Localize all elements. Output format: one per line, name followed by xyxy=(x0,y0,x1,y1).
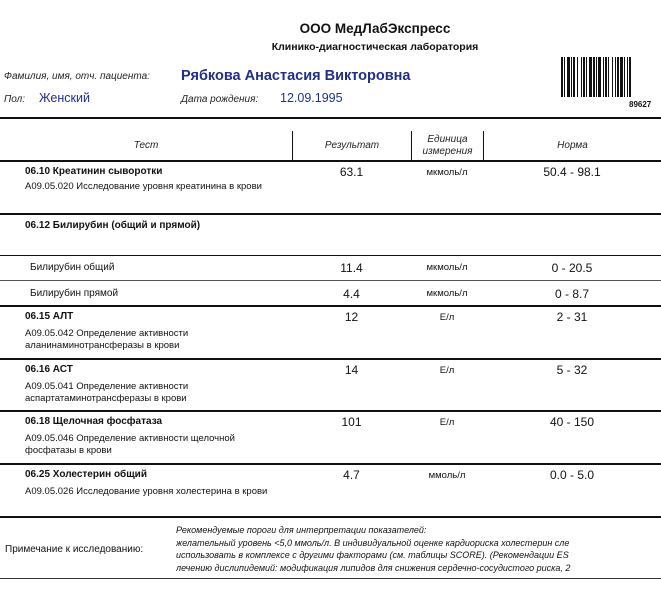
test-result: 4.7 xyxy=(343,468,360,482)
barcode-bar xyxy=(598,57,601,97)
test-name: 06.18 Щелочная фосфатаза xyxy=(25,416,163,427)
test-unit: Е/л xyxy=(439,417,455,428)
test-norm: 50.4 - 98.1 xyxy=(543,165,601,179)
barcode-bar xyxy=(577,57,578,97)
barcode-bar xyxy=(581,57,582,97)
barcode-bar xyxy=(593,57,595,97)
note-line: Рекомендуемые пороги для интерпретации показателей: xyxy=(176,525,427,535)
test-result: 11.4 xyxy=(340,261,363,275)
table-row xyxy=(0,256,661,281)
subtest-name: Билирубин общий xyxy=(30,262,115,273)
barcode-bar xyxy=(605,57,607,97)
test-norm: 2 - 31 xyxy=(556,310,588,324)
test-result: 63.1 xyxy=(339,165,364,179)
table-row xyxy=(0,307,661,360)
test-group-name: 06.12 Билирубин (общий и прямой) xyxy=(25,220,201,231)
note-line: лечению дислипидемий: модификация липидов для снижения сердечно-сосудистого риска, 2 xyxy=(176,562,571,573)
barcode-bar xyxy=(589,57,592,97)
test-name: 06.16 АСТ xyxy=(25,364,73,375)
patient-name-label: Фамилия, имя, отч. пациента: xyxy=(4,71,150,82)
barcode-bar xyxy=(615,57,616,97)
header-norm: Норма xyxy=(483,131,661,160)
dob-label: Дата рождения: xyxy=(181,94,259,105)
test-norm: 40 - 150 xyxy=(549,415,595,429)
test-result: 12 xyxy=(344,310,359,324)
header-divider xyxy=(0,117,661,119)
test-norm: 0.0 - 5.0 xyxy=(549,468,595,482)
test-unit: мкмоль/л xyxy=(426,288,468,299)
barcode-bar xyxy=(561,57,563,97)
note-line: использовать в комплексе с другими факторами (см. таблицы SCORE). (Рекомендации ES xyxy=(176,550,569,560)
test-code: A09.05.041 Определение активности аспартатаминотрансферазы в крови xyxy=(25,381,189,404)
header-test: Тест xyxy=(133,139,159,151)
sex-label: Пол: xyxy=(4,94,26,105)
barcode-bar xyxy=(612,57,613,97)
barcode-bar xyxy=(629,57,631,97)
results-table xyxy=(0,131,661,518)
test-norm: 5 - 32 xyxy=(556,363,588,377)
barcode-bar xyxy=(571,57,572,97)
org-title: ООО МедЛабЭкспресс xyxy=(299,21,451,36)
test-result: 14 xyxy=(344,363,359,377)
note-text xyxy=(176,524,661,574)
barcode-bar xyxy=(573,57,575,97)
bottom-divider xyxy=(0,578,661,579)
dob-value: 12.09.1995 xyxy=(280,91,343,105)
test-name: 06.10 Креатинин сыворотки xyxy=(25,166,163,177)
test-name: 06.25 Холестерин общий xyxy=(25,469,147,480)
barcode-bar xyxy=(583,57,585,97)
table-row xyxy=(0,465,661,518)
test-unit: мкмоль/л xyxy=(426,167,468,178)
table-row xyxy=(0,162,661,215)
test-code: A09.05.042 Определение активности аланинаминотрансферазы в крови xyxy=(25,328,189,351)
sex-value: Женский xyxy=(39,91,90,105)
org-subtitle: Клинико-диагностическая лаборатория xyxy=(271,41,479,53)
barcode-bar xyxy=(627,57,628,97)
test-result: 101 xyxy=(341,415,362,429)
barcode-bar xyxy=(624,57,625,97)
test-unit: Е/л xyxy=(439,365,455,376)
note-label: Примечание к исследованию: xyxy=(5,544,144,555)
test-code: A09.05.020 Исследование уровня креатинина в крови xyxy=(25,181,262,192)
test-unit: Е/л xyxy=(439,312,455,323)
note-line: желательный уровень <5,0 ммоль/л. В индивидуальной оценке кардиориска холестерин сле xyxy=(176,537,570,548)
table-row xyxy=(0,281,661,307)
barcode-bar xyxy=(586,57,587,97)
barcode-bar xyxy=(620,57,623,97)
table-header xyxy=(0,131,661,162)
test-norm: 0 - 8.7 xyxy=(554,287,590,301)
table-row xyxy=(0,412,661,465)
header-unit: Единица измерения xyxy=(411,131,483,160)
subtest-name: Билирубин прямой xyxy=(30,288,119,299)
barcode-bar xyxy=(596,57,597,97)
barcode-bar xyxy=(608,57,609,97)
test-unit: мкмоль/л xyxy=(426,262,468,273)
test-unit: ммоль/л xyxy=(428,470,466,481)
test-norm: 0 - 20.5 xyxy=(551,261,593,275)
patient-name: Рябкова Анастасия Викторовна xyxy=(181,68,411,84)
barcode-bar xyxy=(567,57,570,97)
test-code: A09.05.046 Определение активности щелочной фосфатазы в крови xyxy=(25,433,235,456)
table-row xyxy=(0,215,661,256)
barcode-bar xyxy=(564,57,565,97)
test-code: A09.05.026 Исследование уровня холестерина в крови xyxy=(25,486,268,497)
barcode-bar xyxy=(603,57,604,97)
barcode-number: 89627 xyxy=(629,100,652,109)
header-result: Результат xyxy=(292,131,411,160)
table-row xyxy=(0,360,661,412)
barcode-bar xyxy=(617,57,619,97)
test-result: 4.4 xyxy=(343,287,360,301)
test-name: 06.15 АЛТ xyxy=(25,311,74,322)
